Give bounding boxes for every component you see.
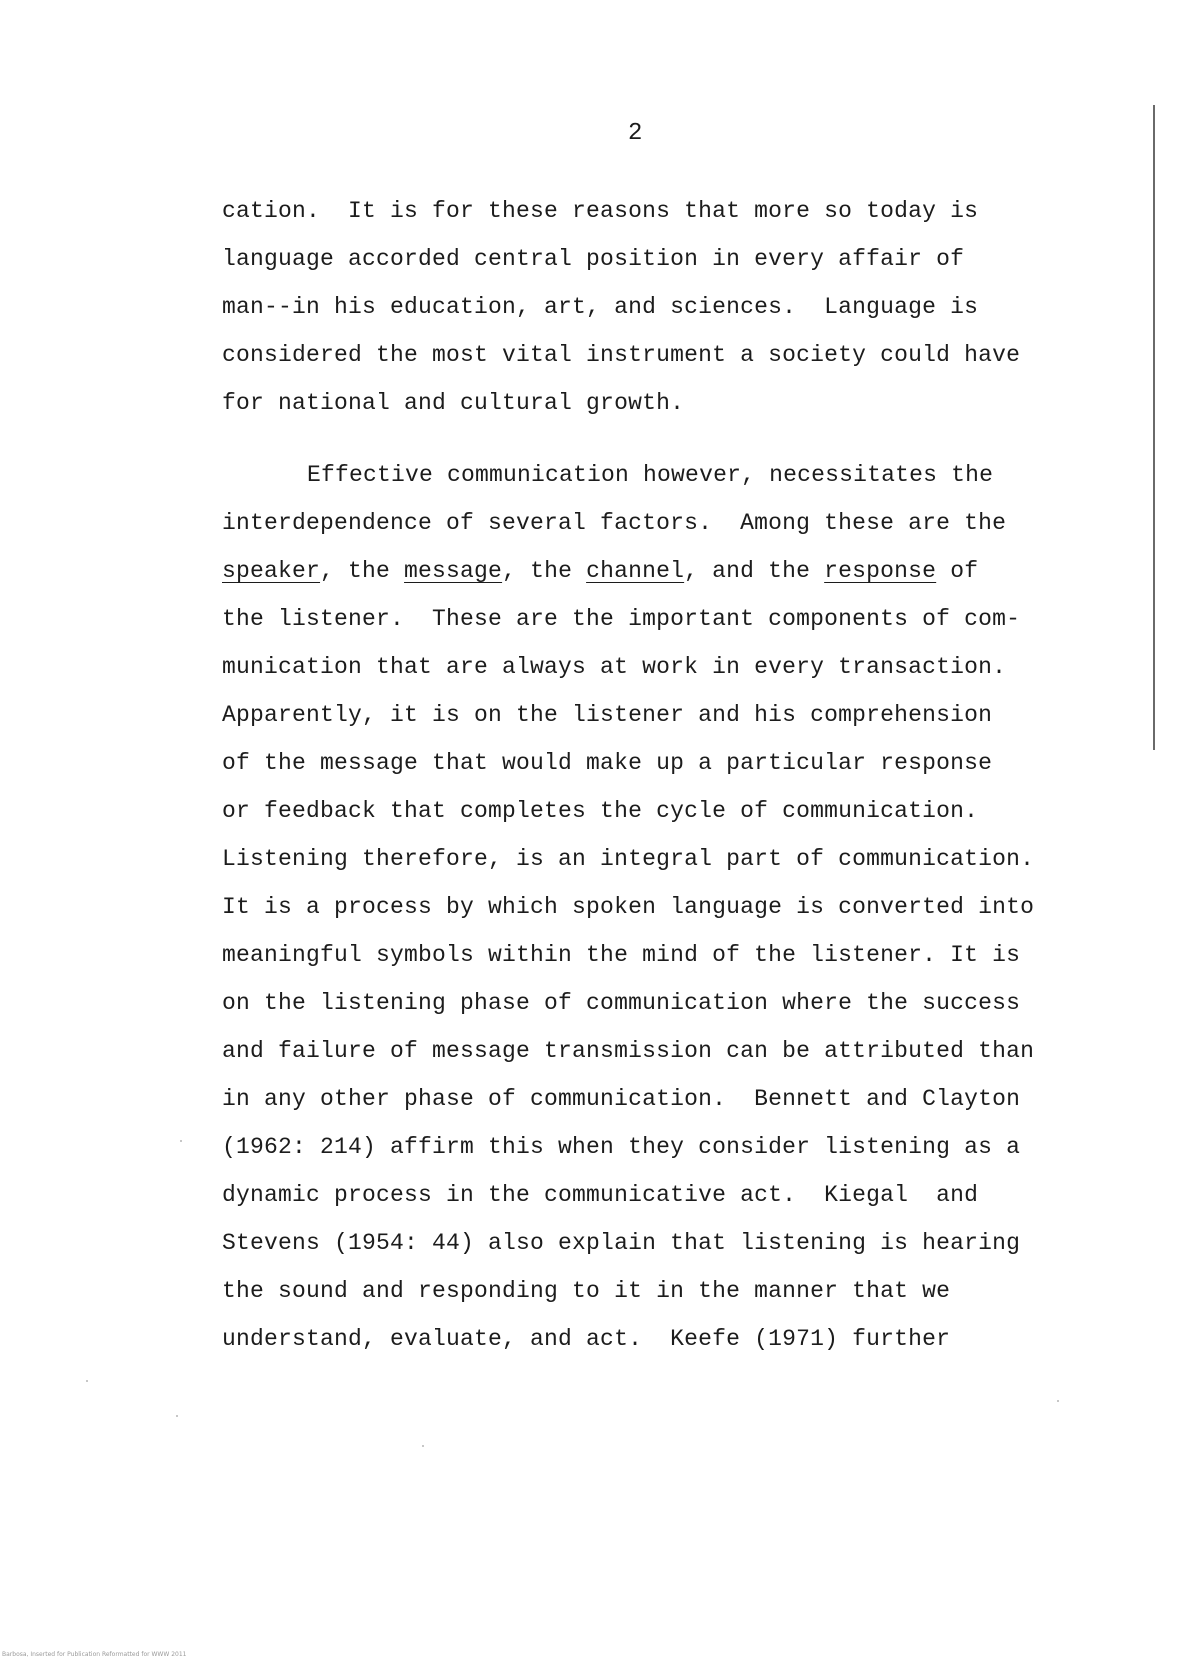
- text-fragment: of: [936, 558, 979, 584]
- text-line: understand, evaluate, and act. Keefe (1971) further: [222, 1326, 951, 1352]
- text-line: the listener. These are the important components of com-: [222, 606, 1021, 632]
- text-line: considered the most vital instrument a society could have: [222, 342, 1021, 368]
- text-line: and failure of message transmission can be attributed than: [222, 1038, 1035, 1064]
- components-line: [222, 560, 978, 583]
- scan-speck: [176, 1415, 178, 1417]
- scan-margin-line: [1153, 105, 1155, 750]
- term-message: message: [404, 558, 503, 584]
- text-line: for national and cultural growth.: [222, 390, 685, 416]
- text-line: Stevens (1954: 44) also explain that listening is hearing: [222, 1230, 1021, 1256]
- text-line: on the listening phase of communication where the success: [222, 990, 1021, 1016]
- text-line: (1962: 214) affirm this when they consider listening as a: [222, 1134, 1021, 1160]
- text-line: of the message that would make up a particular response: [222, 750, 993, 776]
- text-line: the sound and responding to it in the manner that we: [222, 1278, 951, 1304]
- term-speaker: speaker: [222, 558, 321, 584]
- text-fragment: , the: [320, 558, 405, 584]
- text-line: Effective communication however, necessitates the: [307, 462, 994, 488]
- scan-footer: Barbosa, Inserted for Publication Reformatted for WWW 2011: [2, 1651, 187, 1658]
- scan-speck: [180, 1140, 182, 1142]
- text-line: Apparently, it is on the listener and his comprehension: [222, 702, 993, 728]
- scan-speck: [422, 1445, 424, 1447]
- text-line: language accorded central position in every affair of: [222, 246, 965, 272]
- text-line: in any other phase of communication. Bennett and Clayton: [222, 1086, 1021, 1112]
- text-line: dynamic process in the communicative act. Kiegal and: [222, 1182, 979, 1208]
- text-fragment: , and the: [684, 558, 825, 584]
- term-response: response: [824, 558, 937, 584]
- text-line: interdependence of several factors. Among these are the: [222, 510, 1007, 536]
- text-fragment: , the: [502, 558, 587, 584]
- text-line: munication that are always at work in every transaction.: [222, 654, 1007, 680]
- text-line: Listening therefore, is an integral part of communication.: [222, 846, 1035, 872]
- text-line: meaningful symbols within the mind of the listener. It is: [222, 942, 1021, 968]
- text-line: cation. It is for these reasons that more so today is: [222, 198, 979, 224]
- term-channel: channel: [586, 558, 685, 584]
- page-number: 2: [628, 120, 643, 147]
- scan-speck: [86, 1380, 88, 1382]
- scan-speck: [1057, 1400, 1059, 1402]
- text-line: man--in his education, art, and sciences. Language is: [222, 294, 979, 320]
- text-line: or feedback that completes the cycle of communication.: [222, 798, 979, 824]
- text-line: It is a process by which spoken language is converted into: [222, 894, 1035, 920]
